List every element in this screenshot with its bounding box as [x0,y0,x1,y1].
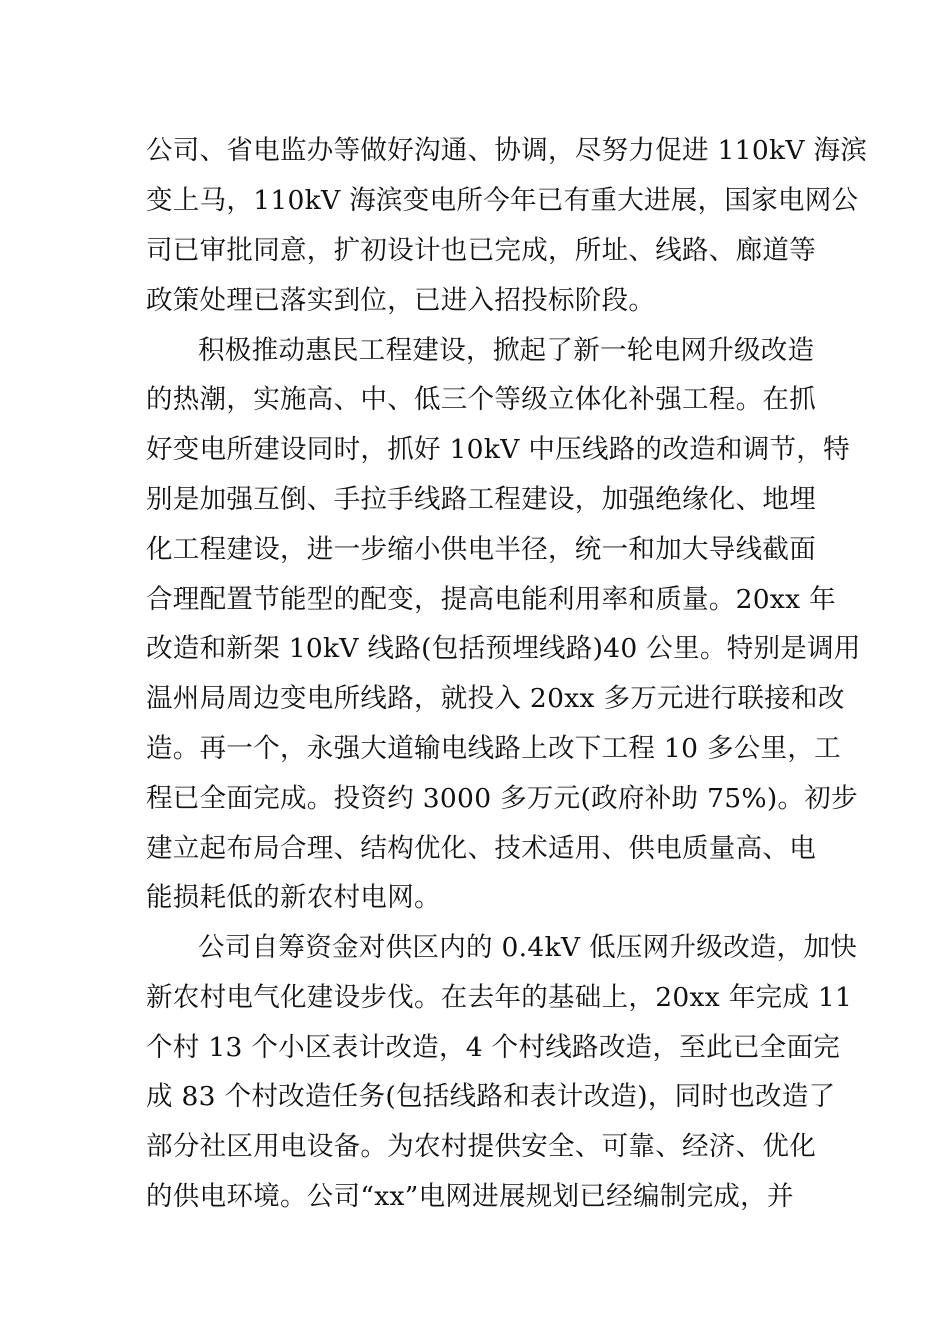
text-line: 的热潮，实施高、中、低三个等级立体化补强工程。在抓 [146,384,816,415]
text-line: 个村 13 个小区表计改造，4 个村线路改造，至此已全面完 [146,1032,841,1063]
paragraph-first-line: 积极推动惠民工程建设，掀起了新一轮电网升级改造 [198,335,815,366]
text-line: 好变电所建设同时，抓好 10kV 中压线路的改造和调节，特 [146,434,850,465]
text-line: 温州局周边变电所线路，就投入 20xx 多万元进行联接和改 [146,683,845,714]
text-line: 部分社区用电设备。为农村提供安全、可靠、经济、优化 [146,1131,816,1162]
text-line: 建立起布局合理、结构优化、技术适用、供电质量高、电 [146,833,816,864]
text-line: 的供电环境。公司“xx”电网进展规划已经编制完成，并 [146,1181,794,1212]
text-line: 程已全面完成。投资约 3000 多万元(政府补助 75%)。初步 [146,783,858,814]
text-line: 改造和新架 10kV 线路(包括预埋线路)40 公里。特别是调用 [146,633,861,664]
text-line: 变上马，110kV 海滨变电所今年已有重大进展，国家电网公 [146,185,859,216]
text-line: 能损耗低的新农村电网。 [146,882,441,913]
text-line: 别是加强互倒、手拉手线路工程建设，加强绝缘化、地埋 [146,484,816,515]
text-line: 造。再一个，永强大道输电线路上改下工程 10 多公里，工 [146,733,841,764]
paragraph-first-line: 公司自筹资金对供区内的 0.4kV 低压网升级改造，加快 [198,932,858,963]
text-line: 成 83 个村改造任务(包括线路和表计改造)，同时也改造了 [146,1081,836,1112]
text-line: 公司、省电监办等做好沟通、协调，尽努力促进 110kV 海滨 [146,135,868,166]
text-line: 政策处理已落实到位，已进入招投标阶段。 [146,285,656,316]
text-line: 化工程建设，进一步缩小供电半径，统一和加大导线截面 [146,534,816,565]
text-line: 合理配置节能型的配变，提高电能利用率和质量。20xx 年 [146,584,836,615]
text-line: 新农村电气化建设步伐。在去年的基础上，20xx 年完成 11 [146,982,853,1013]
text-line: 司已审批同意，扩初设计也已完成，所址、线路、廊道等 [146,235,816,266]
